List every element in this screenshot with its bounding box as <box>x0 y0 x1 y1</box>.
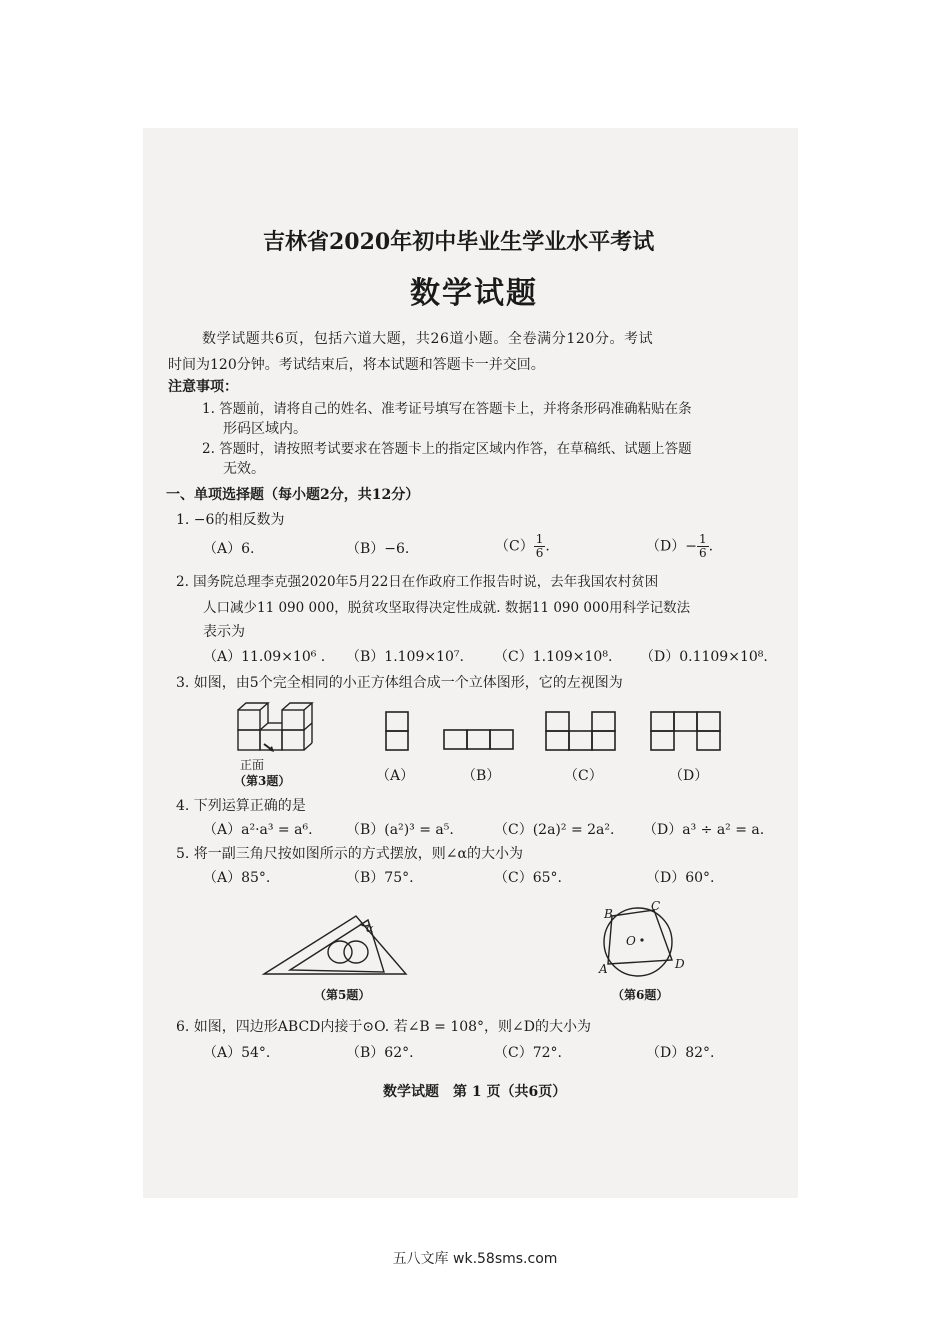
subject-title: 数学试题 <box>410 276 538 311</box>
notice-item-2-line-2: 无效。 <box>223 461 265 477</box>
q5-caption: （第5题） <box>314 988 371 1002</box>
q2-option-c: （C）1.109×10⁸. <box>494 649 613 665</box>
q3-option-b-figure <box>442 728 516 752</box>
q1-option-b: （B）−6. <box>346 541 410 557</box>
notice-item-2-line-1: 2. 答题时，请按照考试要求在答题卡上的指定区域内作答，在草稿纸、试题上答题 <box>202 441 692 457</box>
q6-label-d: D <box>675 957 685 971</box>
q1-option-a: （A）6. <box>203 541 255 557</box>
q3-option-a-label: （A） <box>376 768 415 784</box>
q3-option-d-label: （D） <box>669 768 709 784</box>
q3-caption: （第3题） <box>234 774 291 788</box>
q5-option-d: （D）60°. <box>646 870 715 886</box>
q5-triangle-figure <box>260 912 410 982</box>
q1-d-fraction: $\frac{1}{6}$ <box>698 532 707 560</box>
q6-option-c: （C）72°. <box>494 1045 562 1061</box>
q3-option-a-figure <box>384 710 412 752</box>
intro-line-2: 时间为120分钟。考试结束后，将本试题和答题卡一并交回。 <box>168 357 545 373</box>
q1-option-c: （C） $\frac{1}{6}$ . <box>495 532 550 560</box>
q3-option-c-figure <box>544 710 618 752</box>
q4-stem: 4. 下列运算正确的是 <box>176 798 306 814</box>
q6-label-o: O <box>626 934 636 948</box>
q4-option-b: （B）(a²)³ = a⁵. <box>346 822 454 838</box>
q4-option-d: （D）a³ ÷ a² = a. <box>643 822 765 838</box>
q3-option-c-label: （C） <box>564 768 603 784</box>
q3-option-d-figure <box>649 710 723 752</box>
exam-title: 吉林省2020年初中毕业生学业水平考试 <box>263 229 655 255</box>
q2-option-a: （A）11.09×10⁶ . <box>203 649 326 665</box>
q3-option-b-label: （B） <box>462 768 501 784</box>
q2-option-b: （B）1.109×10⁷. <box>346 649 464 665</box>
q6-label-a: A <box>599 962 608 976</box>
q2-stem-line-3: 表示为 <box>203 624 245 640</box>
q4-option-a: （A）a²·a³ = a⁶. <box>203 822 313 838</box>
q6-option-b: （B）62°. <box>346 1045 414 1061</box>
q5-option-b: （B）75°. <box>346 870 414 886</box>
q6-stem: 6. 如图，四边形ABCD内接于⊙O. 若∠B = 108°，则∠D的大小为 <box>176 1019 592 1035</box>
q1-stem: 1. −6的相反数为 <box>176 512 285 528</box>
q1-c-fraction: $\frac{1}{6}$ <box>535 532 544 560</box>
q3-stem: 3. 如图，由5个完全相同的小正方体组合成一个立体图形，它的左视图为 <box>176 675 623 691</box>
q2-option-d: （D）0.1109×10⁸. <box>640 649 768 665</box>
intro-line-1: 数学试题共6页，包括六道大题，共26道小题。全卷满分120分。考试 <box>202 331 654 347</box>
q3-front-label: 正面 <box>240 758 265 772</box>
q6-caption: （第6题） <box>612 988 669 1002</box>
section-1-heading: 一、单项选择题（每小题2分，共12分） <box>166 487 420 503</box>
q2-stem-line-1: 2. 国务院总理李克强2020年5月22日在作政府工作报告时说，去年我国农村贫困 <box>176 574 659 590</box>
q4-option-c: （C）(2a)² = 2a². <box>494 822 615 838</box>
q5-stem: 5. 将一副三角尺按如图所示的方式摆放，则∠α的大小为 <box>176 846 523 862</box>
q1-option-d: （D）− $\frac{1}{6}$ . <box>646 532 714 560</box>
q6-option-a: （A）54°. <box>203 1045 271 1061</box>
page-number-footer: 数学试题 第 1 页（共6页） <box>383 1084 567 1100</box>
q5-option-c: （C）65°. <box>494 870 562 886</box>
q6-center-point <box>640 938 643 941</box>
notice-heading: 注意事项： <box>168 379 238 395</box>
q2-stem-line-2: 人口减少11 090 000，脱贫攻坚取得决定性成就. 数据11 090 000用科学记数法 <box>203 600 691 616</box>
q6-option-d: （D）82°. <box>646 1045 715 1061</box>
q5-option-a: （A）85°. <box>203 870 271 886</box>
q6-label-c: C <box>651 899 661 913</box>
notice-item-1-line-2: 形码区域内。 <box>223 421 307 437</box>
site-watermark: 五八文库 wk.58sms.com <box>392 1251 558 1267</box>
q5-angle-label: α <box>366 922 374 935</box>
q6-label-b: B <box>604 907 613 921</box>
notice-item-1-line-1: 1. 答题前，请将自己的姓名、准考证号填写在答题卡上，并将条形码准确粘贴在条 <box>202 401 692 417</box>
